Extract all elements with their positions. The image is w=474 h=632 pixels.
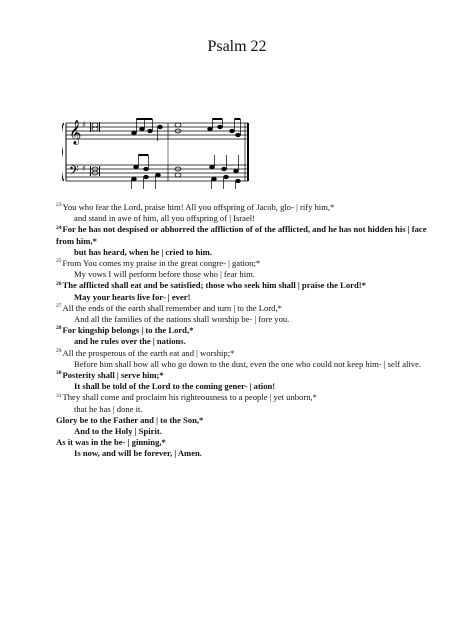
- psalm-verses: [56, 202, 436, 460]
- verse-30: [56, 370, 436, 381]
- verse-26: [56, 280, 436, 291]
- verse-29-response: Before him shall bow all who go down to the dust, even the one who could not keep him- | self alive.: [74, 358, 422, 369]
- verse-number: 27: [56, 302, 62, 309]
- page-title: Psalm 22: [207, 38, 267, 55]
- verse-number: 30: [56, 370, 62, 377]
- verse-28-response: and he rules over the | nations.: [74, 336, 186, 347]
- gloria-line-3: As it was in the be- | ginning,*: [56, 437, 166, 448]
- verse-30-response: It shall be told of the Lord to the coming gener- | ation!: [74, 381, 276, 392]
- verse-26-response: May your hearts live for- | ever!: [74, 291, 191, 302]
- verse-line: All the ends of the earth shall remember and turn | to the Lord,*: [62, 302, 282, 313]
- verse-31: [56, 392, 436, 403]
- verse-number: 25: [56, 258, 62, 265]
- svg-text:♯: ♯: [82, 120, 86, 129]
- gloria-line-4: Is now, and will be forever, | Amen.: [74, 448, 202, 459]
- verse-number: 29: [56, 347, 62, 354]
- verse-number: 23: [56, 202, 62, 209]
- verse-23-response: and stand in awe of him, all you offspring of | Israel!: [74, 213, 256, 224]
- verse-line: You who fear the Lord, praise him! All you offspring of Jacob, glo- | rify him,*: [62, 202, 335, 212]
- svg-text:𝄞: 𝄞: [69, 120, 82, 144]
- gloria-line-2: And to the Holy | Spirit.: [74, 426, 162, 437]
- verse-27-response: And all the families of the nations shall worship be- | fore you.: [74, 314, 290, 325]
- gloria-line-1: Glory be to the Father and | to the Son,*: [56, 414, 204, 425]
- music-score: [62, 117, 252, 193]
- verse-number: 24: [56, 224, 62, 231]
- verse-line: From You comes my praise in the great congre- | gation;*: [62, 258, 261, 269]
- verse-24-response: but has heard, when he | cried to him.: [74, 246, 212, 257]
- svg-text:♯: ♯: [82, 164, 86, 173]
- verse-27: [56, 303, 436, 314]
- verse-line: For kingship belongs | to the Lord,*: [62, 325, 194, 336]
- verse-line: The afflicted shall eat and be satisfied; those who seek him shall | praise the Lord!*: [62, 280, 366, 291]
- verse-number: 31: [56, 392, 62, 399]
- verse-23: [56, 202, 436, 213]
- verse-29: [56, 348, 436, 359]
- verse-number: 26: [56, 280, 62, 287]
- verse-25-response: My vows I will perform before those who | fear him.: [74, 269, 255, 280]
- verse-line: For he has not despised or abhorred the affliction of of the afflicted, and he has not hidden his | face from him,*: [56, 224, 427, 246]
- verse-line: They shall come and proclaim his righteousness to a people | yet unborn,*: [62, 392, 317, 403]
- verse-line: All the prosperous of the earth eat and | worship;*: [62, 347, 235, 358]
- svg-text:𝄢: 𝄢: [69, 163, 79, 181]
- verse-24: [56, 224, 436, 246]
- verse-31-response: that he has | done it.: [74, 403, 143, 414]
- verse-28: [56, 325, 436, 336]
- verse-25: [56, 258, 436, 269]
- verse-number: 28: [56, 325, 62, 332]
- verse-line: Posterity shall | serve him;*: [62, 370, 164, 381]
